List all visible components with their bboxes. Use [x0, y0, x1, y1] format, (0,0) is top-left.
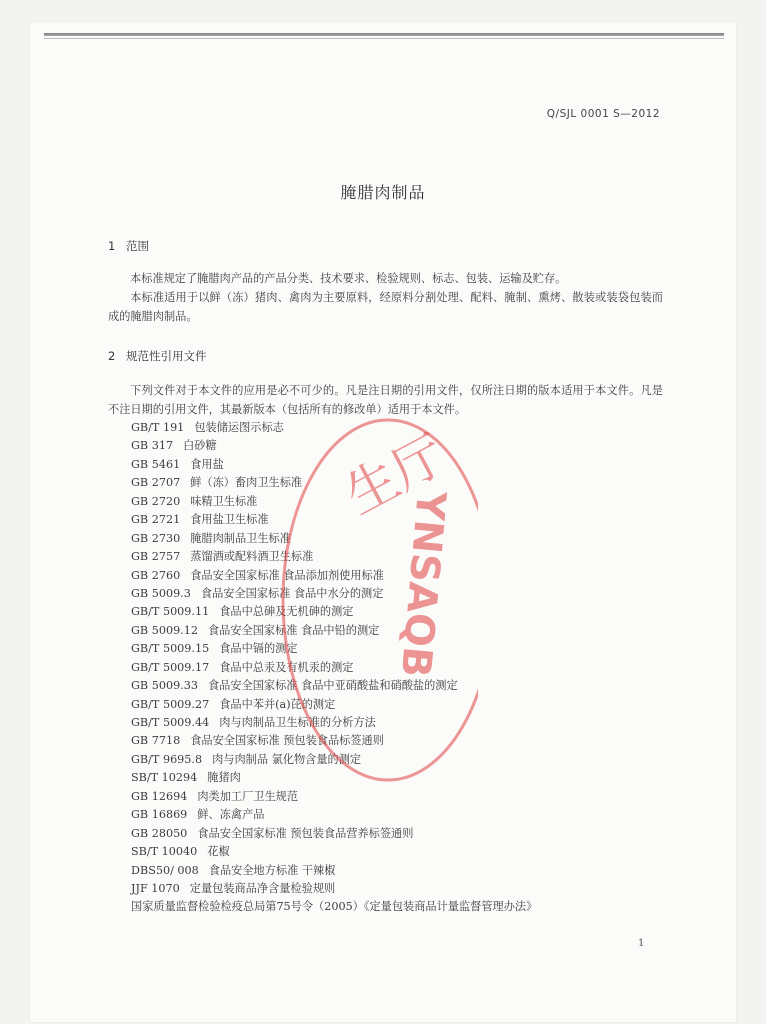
section-2-title: 规范性引用文件 [126, 349, 207, 363]
reference-item: DBS50/ 008 食品安全地方标准 干辣椒 [131, 863, 336, 877]
reference-item: GB/T 5009.11 食品中总砷及无机砷的测定 [131, 605, 354, 619]
reference-item: GB/T 5009.27 食品中苯并(a)芘的测定 [131, 697, 336, 711]
reference-item: GB 2757 蒸馏酒或配料酒卫生标准 [131, 550, 314, 564]
section-1-paragraph-2: 本标准适用于以鲜（冻）猪肉、禽肉为主要原料，经原料分割处理、配料、腌制、熏烤、散装或装袋包装而成的腌腊肉制品。 [108, 291, 663, 323]
section-2-heading [108, 348, 207, 364]
reference-item: GB/T 191 包装储运图示标志 [131, 421, 284, 434]
reference-item: GB 7718 食品安全国家标准 预包装食品标签通则 [131, 734, 384, 748]
reference-item: GB 28050 食品安全国家标准 预包装食品营养标签通则 [131, 826, 414, 840]
section-2-intro: 下列文件对于本文件的应用是必不可少的。凡是注日期的引用文件，仅所注日期的版本适用于本文件。凡是不注日期的引用文件，其最新版本（包括所有的修改单）适用于本文件。 [108, 384, 663, 416]
reference-item: GB 12694 肉类加工厂卫生规范 [131, 789, 299, 803]
document-title: 腌腊肉制品 [340, 183, 426, 202]
section-1-title: 范围 [126, 239, 149, 253]
reference-item: SB/T 10294 腌猪肉 [131, 771, 241, 785]
section-1-number: 1 [108, 239, 116, 253]
reference-item: GB 2707 鲜（冻）畜肉卫生标准 [131, 476, 303, 490]
reference-item: GB 2730 腌腊肉制品卫生标准 [131, 531, 291, 545]
reference-item: GB 5461 食用盐 [131, 457, 224, 471]
document-code: Q/SJL 0001 S—2012 [546, 108, 660, 120]
reference-item: GB 2721 食用盐卫生标准 [131, 513, 269, 527]
reference-item: GB 5009.12 食品安全国家标准 食品中铅的测定 [131, 623, 380, 637]
seal-text-side: YNSAQB [391, 489, 454, 680]
reference-item: JJF 1070 定量包装商品净含量检验规则 [131, 881, 336, 895]
header-rule-thin [44, 38, 724, 39]
header-rule [44, 33, 724, 36]
reference-item: GB/T 5009.15 食品中镉的测定 [131, 642, 298, 656]
reference-item: GB/T 5009.44 肉与肉制品卫生标准的分析方法 [131, 716, 376, 729]
reference-item: GB 2760 食品安全国家标准 食品添加剂使用标准 [131, 568, 384, 582]
reference-item-decree: 国家质量监督检验检疫总局第75号令（2005）《定量包装商品计量监督管理办法》 [131, 900, 538, 914]
section-1-paragraph-1: 本标准规定了腌腊肉产品的产品分类、技术要求、检验规则、标志、包装、运输及贮存。 [130, 272, 567, 285]
reference-item: GB/T 5009.17 食品中总汞及有机汞的测定 [131, 660, 354, 674]
seal-text-top: 生厅 [335, 424, 456, 527]
reference-item: GB 2720 味精卫生标准 [131, 494, 258, 508]
reference-item: GB 5009.33 食品安全国家标准 食品中亚硝酸盐和硝酸盐的测定 [131, 679, 458, 693]
reference-item: GB 16869 鲜、冻禽产品 [131, 808, 265, 822]
reference-item: GB/T 9695.8 肉与肉制品 氯化物含量的测定 [131, 752, 362, 766]
page-number: 1 [638, 938, 645, 949]
section-1-heading [108, 238, 149, 254]
reference-item: SB/T 10040 花椒 [131, 845, 230, 859]
reference-item: GB 317 白砂糖 [131, 439, 217, 453]
section-2-number: 2 [108, 349, 116, 363]
reference-item: GB 5009.3 食品安全国家标准 食品中水分的测定 [131, 586, 384, 600]
reference-list [131, 419, 671, 917]
